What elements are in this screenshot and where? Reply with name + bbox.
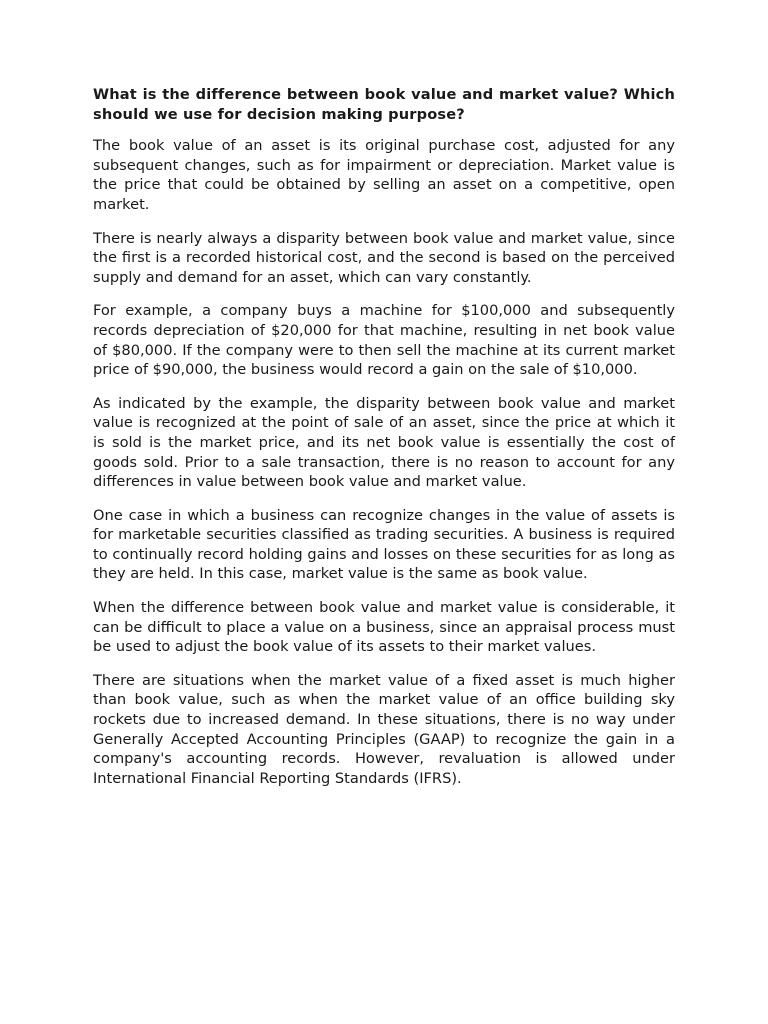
paragraph-4: As indicated by the example, the disparity between book value and market value is recognized at the point of sale of an asset, since the price at which it is sold is the market price, and its net book value is essentially the cost of goods sold. Prior to a sale transaction, there is no reason to account for any differences in value between book value and market value. bbox=[93, 394, 675, 491]
paragraph-5: One case in which a business can recognize changes in the value of assets is for marketable securities classified as trading securities. A business is required to continually record holding gains and losses on these securities for as long as they are held. In this case, market value is the same as book value. bbox=[93, 506, 675, 583]
document-title: What is the difference between book value and market value? Which should we use for decision making purpose? bbox=[93, 86, 675, 123]
document-page bbox=[93, 85, 675, 802]
paragraph-1: The book value of an asset is its original purchase cost, adjusted for any subsequent changes, such as for impairment or depreciation. Market value is the price that could be obtained by selling an asset on a competitive, open market. bbox=[93, 137, 675, 213]
paragraph-2: There is nearly always a disparity between book value and market value, since the first is a recorded historical cost, and the second is based on the perceived supply and demand for an asset, which can vary constantly. bbox=[93, 229, 675, 286]
paragraph-3: For example, a company buys a machine for $100,000 and subsequently records depreciation of $20,000 for that machine, resulting in net book value of $80,000. If the company were to then sell the machine at its current market price of $90,000, the business would record a gain on the sale of $10,000. bbox=[93, 302, 675, 379]
paragraph-6: When the difference between book value and market value is considerable, it can be difficult to place a value on a business, since an appraisal process must be used to adjust the book value of its assets to their market values. bbox=[93, 599, 675, 656]
paragraph-7: There are situations when the market value of a fixed asset is much higher than book value, such as when the market value of an office building sky rockets due to increased demand. In these situations, there is no way under Generally Accepted Accounting Principles (GAAP) to recognize the gain in a company's accounting records. However, revaluation is allowed under International Financial Reporting Standards (IFRS). bbox=[93, 671, 675, 787]
